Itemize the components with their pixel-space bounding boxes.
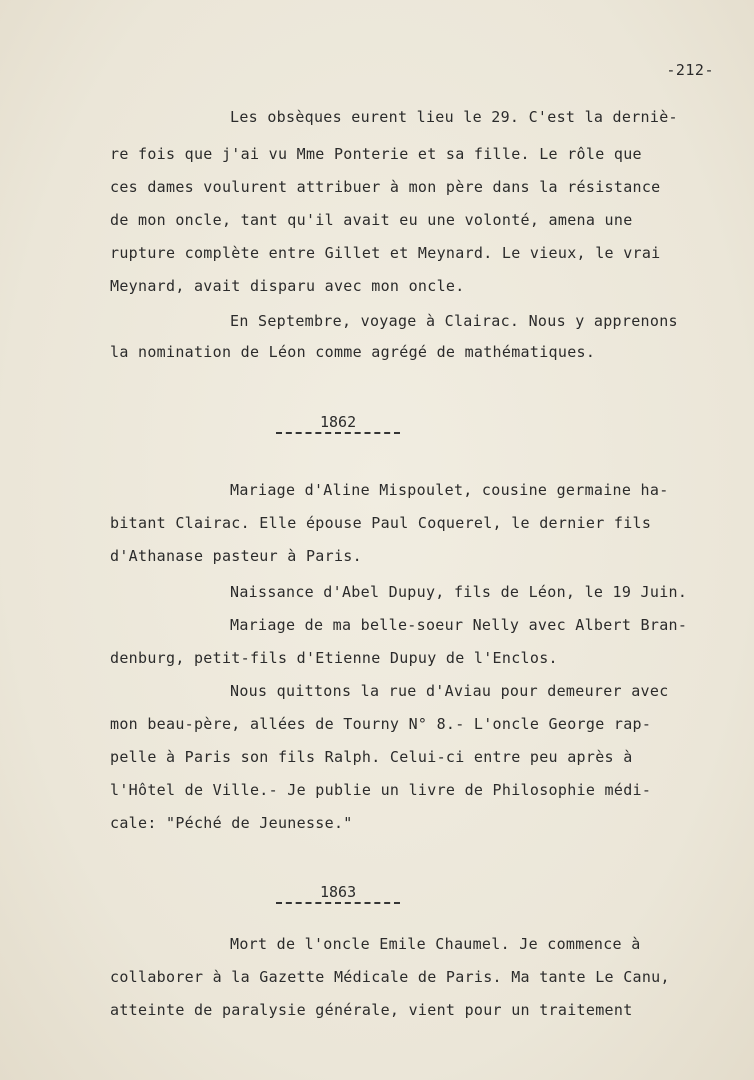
text-line: la nomination de Léon comme agrégé de mathématiques.: [110, 343, 596, 361]
text-line: denburg, petit-fils d'Etienne Dupuy de l'Enclos.: [110, 649, 558, 667]
text-line: rupture complète entre Gillet et Meynard. Le vieux, le vrai: [110, 244, 661, 262]
page-number: -212-: [666, 61, 714, 79]
text-line: Mariage d'Aline Mispoulet, cousine germaine ha-: [230, 481, 669, 499]
text-line: mon beau-père, allées de Tourny N° 8.- L'oncle George rap-: [110, 715, 652, 733]
text-line: Nous quittons la rue d'Aviau pour demeurer avec: [230, 682, 669, 700]
text-line: re fois que j'ai vu Mme Ponterie et sa fille. Le rôle que: [110, 145, 642, 163]
text-line: atteinte de paralysie générale, vient pour un traitement: [110, 1001, 633, 1019]
text-line: En Septembre, voyage à Clairac. Nous y apprenons: [230, 312, 678, 330]
text-line: ces dames voulurent attribuer à mon père dans la résistance: [110, 178, 661, 196]
text-line: pelle à Paris son fils Ralph. Celui-ci entre peu après à: [110, 748, 633, 766]
text-line: Meynard, avait disparu avec mon oncle.: [110, 277, 465, 295]
year-heading: 1863: [320, 883, 357, 901]
year-underline: [276, 432, 400, 434]
text-line: Naissance d'Abel Dupuy, fils de Léon, le 19 Juin.: [230, 583, 688, 601]
text-line: bitant Clairac. Elle épouse Paul Coquerel, le dernier fils: [110, 514, 652, 532]
text-line: cale: "Péché de Jeunesse.": [110, 814, 353, 832]
text-line: l'Hôtel de Ville.- Je publie un livre de Philosophie médi-: [110, 781, 652, 799]
text-line: d'Athanase pasteur à Paris.: [110, 547, 362, 565]
year-underline: [276, 902, 400, 904]
text-line: Mariage de ma belle-soeur Nelly avec Albert Bran-: [230, 616, 688, 634]
text-line: Mort de l'oncle Emile Chaumel. Je commence à: [230, 935, 641, 953]
text-line: collaborer à la Gazette Médicale de Paris. Ma tante Le Canu,: [110, 968, 670, 986]
text-line: Les obsèques eurent lieu le 29. C'est la derniè-: [230, 108, 678, 126]
year-heading: 1862: [320, 413, 357, 431]
text-line: de mon oncle, tant qu'il avait eu une volonté, amena une: [110, 211, 633, 229]
